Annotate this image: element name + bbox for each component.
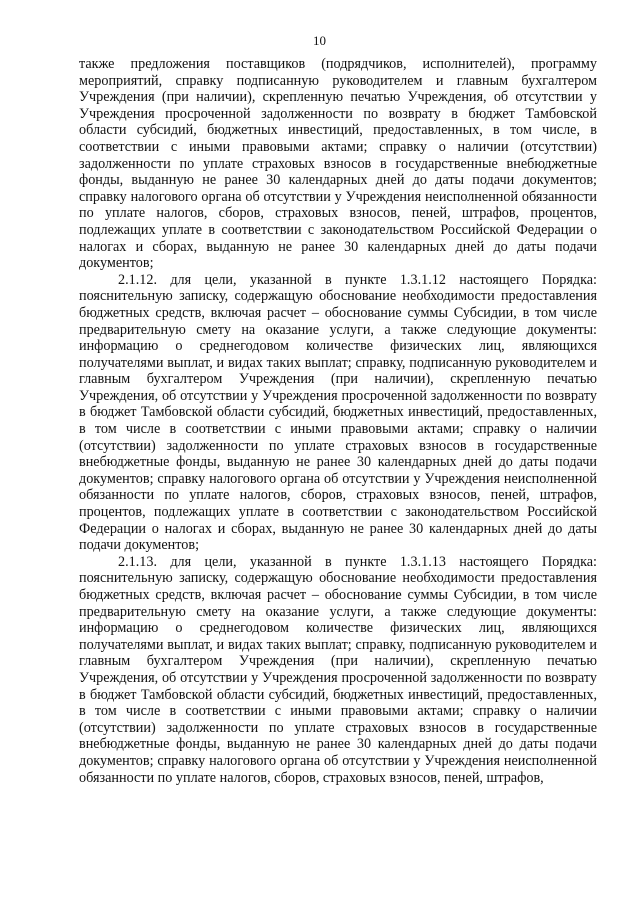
paragraph-2-1-13: 2.1.13. для цели, указанной в пункте 1.3.1.13 настоящего Порядка: пояснительную записку, содержащую обоснование необходимости предоставления бюджетных средств, включая расчет – обоснование суммы Субсидии, в том числе предварительную смету на оказание услуги, а также следующие документы: информацию о среднегодовом количестве физических лиц, являющихся получателями выплат, и видах таких выплат; справку, подписанную руководителем и главным бухгалтером Учреждения (при наличии), скрепленную печатью Учреждения, об отсутствии у Учреждения просроченной задолженности по возврату в бюджет Тамбовской области субсидий, бюджетных инвестиций, предоставленных, в том числе в соответствии с иными правовыми актами; справку о наличии (отсутствии) задолженности по уплате страховых взносов в государственные внебюджетные фонды, выданную не ранее 30 календарных дней до даты подачи документов; справку налогового органа об отсутствии у Учреждения неисполненной обязанности по уплате налогов, сборов, страховых взносов, пеней, штрафов,: [79, 553, 597, 786]
paragraph-2-1-12: 2.1.12. для цели, указанной в пункте 1.3.1.12 настоящего Порядка: пояснительную записку, содержащую обоснование необходимости предоставления бюджетных средств, включая расчет – обоснование суммы Субсидии, в том числе предварительную смету на оказание услуги, а также следующие документы: информацию о среднегодовом количестве физических лиц, являющихся получателями выплат, и видах таких выплат; справку, подписанную руководителем и главным бухгалтером Учреждения (при наличии), скрепленную печатью Учреждения, об отсутствии у Учреждения просроченной задолженности по возврату в бюджет Тамбовской области субсидий, бюджетных инвестиций, предоставленных, в том числе в соответствии с иными правовыми актами; справку о наличии (отсутствии) задолженности по уплате страховых взносов в государственные внебюджетные фонды, выданную не ранее 30 календарных дней до даты подачи документов; справку налогового органа об отсутствии у Учреждения неисполненной обязанности по уплате налогов, сборов, страховых взносов, пеней, штрафов, процентов, подлежащих уплате в соответствии с законодательством Российской Федерации о налогах и сборах, выданную не ранее 30 календарных дней до даты подачи документов;: [79, 271, 597, 554]
page-number: 10: [313, 33, 326, 48]
paragraph-continuation: также предложения поставщиков (подрядчиков, исполнителей), программу мероприятий, справку подписанную руководителем и главным бухгалтером Учреждения (при наличии), скрепленную печатью Учреждения, об отсутствии у Учреждения просроченной задолженности по возврату в бюджет Тамбовской области субсидий, бюджетных инвестиций, предоставленных, в том числе, в соответствии с иными правовыми актами; справку о наличии (отсутствии) задолженности по уплате страховых взносов в государственные внебюджетные фонды, выданную не ранее 30 календарных дней до даты подачи документов; справку налогового органа об отсутствии у Учреждения неисполненной обязанности по уплате налогов, сборов, страховых взносов, пеней, штрафов, процентов, подлежащих уплате в соответствии с законодательством Российской Федерации о налогах и сборах, выданную не ранее 30 календарных дней до даты подачи документов;: [79, 56, 597, 272]
body-text: [79, 56, 597, 786]
